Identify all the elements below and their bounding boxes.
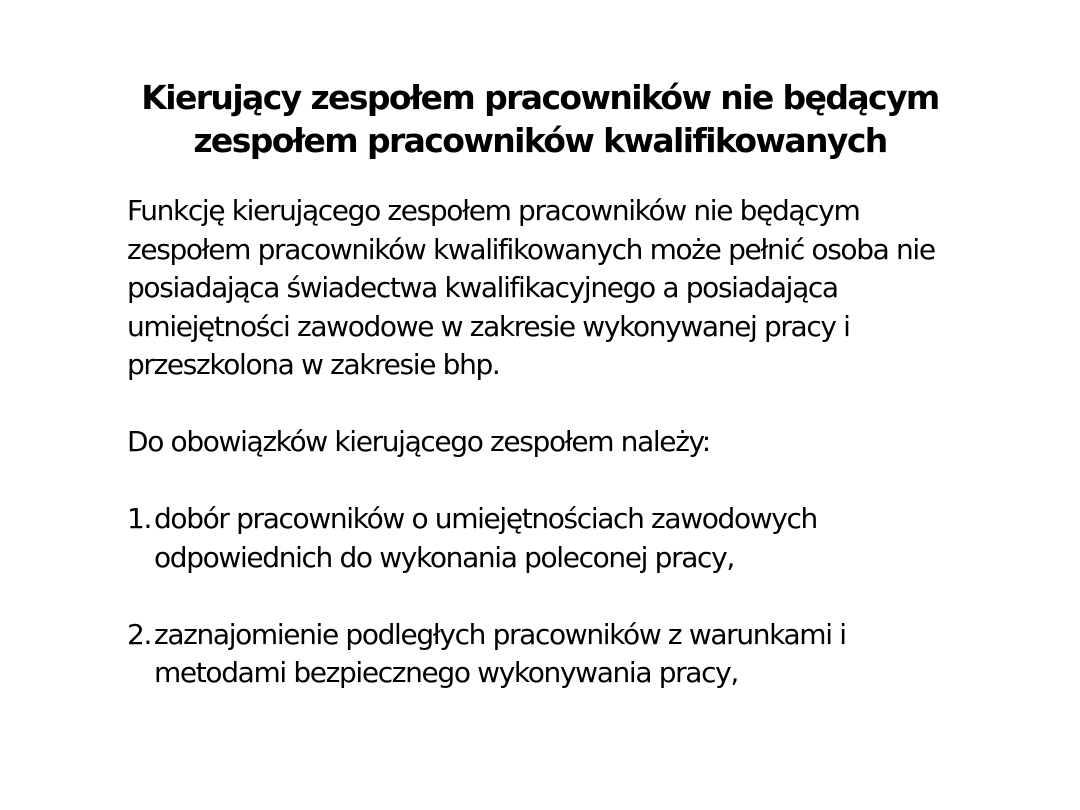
list-item: [127, 616, 1027, 693]
slide-body: [127, 192, 1027, 693]
paragraph-line: przeszkolona w zakresie bhp.: [127, 348, 500, 381]
paragraph-line: posiadająca świadectwa kwalifikacyjnego a posiadająca: [127, 271, 838, 304]
list-item-number: 1.: [127, 502, 152, 535]
list-item-text: [154, 500, 1027, 577]
slide-title: [60, 76, 1020, 162]
list-item: [127, 500, 1027, 577]
slide-title-line-2: zespołem pracowników kwalifikowanych: [193, 121, 887, 160]
spacer: [127, 577, 1027, 616]
list-item-number: 2.: [127, 617, 152, 651]
paragraph-line: Funkcję kierującego zespołem pracowników nie będącym: [127, 194, 860, 227]
paragraph-line: zespołem pracowników kwalifikowanych może pełnić osoba nie: [127, 232, 935, 266]
paragraph-line: umiejętności zawodowe w zakresie wykonywanej pracy i: [127, 309, 850, 343]
list-item-text: [154, 616, 1027, 693]
list-item-line: dobór pracowników o umiejętnościach zawodowych: [154, 502, 817, 535]
paragraph-requirements: [127, 192, 1027, 385]
spacer: [127, 462, 1027, 501]
list-item-line: odpowiednich do wykonania poleconej pracy,: [154, 540, 734, 574]
list-item-line: zaznajomienie podległych pracowników z warunkami i: [154, 617, 846, 651]
spacer: [127, 385, 1027, 424]
paragraph-duties-intro: Do obowiązków kierującego zespołem należy:: [127, 425, 710, 458]
slide-title-line-1: Kierujący zespołem pracowników nie będącym: [141, 78, 939, 117]
list-item-line: metodami bezpiecznego wykonywania pracy,: [154, 656, 738, 689]
